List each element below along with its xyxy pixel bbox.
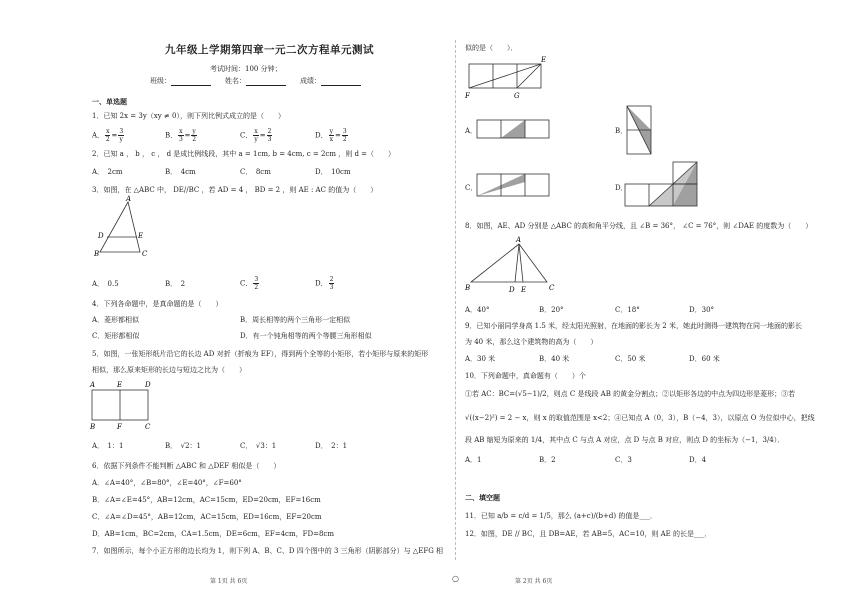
- q8-label-e: E: [521, 286, 527, 294]
- q6-option-a: A．∠A=40°，∠B=80°，∠E=40°，∠F=60°: [92, 479, 242, 487]
- q5-label-d: D: [145, 381, 151, 389]
- q7-line1: 7．如图所示，每个小正方形的边长均为 1，则下列 A、B、C、D 四个图中的 3 三角形（阴影部分）与 △EFG 相: [92, 547, 444, 555]
- q1-option-c: C． $\frac{x}{y}$ = $\frac{2}{3}$: [240, 128, 272, 143]
- q9-option-a: A．30 米: [465, 355, 496, 363]
- section-single-choice: 一、单选题: [92, 98, 127, 106]
- q6-option-b: B．∠A=∠E=45°，AB=12cm，AC=15cm，ED=20cm，EF=16cm: [92, 496, 321, 504]
- q8-option-a: A．40°: [465, 306, 490, 314]
- q8-label-c: C: [549, 284, 555, 292]
- q4-option-d: D．有一个钝角相等的两个等腰三角形相似: [240, 332, 372, 340]
- q8-option-b: B．20°: [539, 306, 564, 314]
- q7-label-e: E: [541, 56, 547, 64]
- q4-option-b: B．周长相等的两个三角形一定相似: [240, 316, 351, 324]
- q7-efg-figure: [463, 56, 558, 106]
- q7-label-g: G: [514, 92, 520, 100]
- q7-option-a: A．: [465, 127, 478, 135]
- q3-label-e: E: [138, 232, 144, 240]
- page-title: 九年级上学期第四章一元二次方程单元测试: [165, 44, 374, 56]
- footer-page-right: 第 2页 共 6页: [515, 578, 553, 585]
- q5-option-a: A． 1：1: [92, 442, 124, 450]
- q4-option-c: C．矩形都相似: [92, 332, 140, 340]
- q8-label-b: B: [465, 284, 471, 292]
- q5-label-c: C: [145, 423, 151, 431]
- q1-option-b: B． $\frac{x}{3}$ = $\frac{y}{2}$: [165, 128, 197, 143]
- q7-option-b: B．: [615, 127, 628, 135]
- q5-option-d: D． 2：1: [315, 442, 348, 450]
- q3-text: 3．如图，在 △ABC 中， DE//BC ，若 AD = 4 ， BD = 2 ，则 AE : AC 的值为（ ）: [92, 186, 378, 194]
- q7-option-d: D．: [615, 184, 628, 192]
- q1-option-a: A． $\frac{x}{2}$ = $\frac{3}{y}$: [92, 128, 124, 143]
- q10-option-b: B．2: [539, 456, 556, 464]
- q6-option-d: D．AB=1cm，BC=2cm，CA=1.5cm，DE=6cm，EF=4cm，FD=8cm: [92, 530, 334, 538]
- q10-line2: √((x−2)²) = 2 − x，则 x 的取值范围是 x<2；④已知点 A（0，3），B（−4，3），以原点 O 为位似中心，把线: [465, 414, 815, 422]
- q9-line1: 9．已知小丽同学身高 1.5 米，经太阳光照射，在地面的影长为 2 米，她此时测得一建筑物在同一地面的影长: [465, 322, 802, 330]
- q5-label-e: E: [117, 381, 123, 389]
- q8-label-a: A: [516, 236, 522, 244]
- q7-option-c: C．: [465, 184, 478, 192]
- q5-label-f: F: [117, 423, 122, 431]
- q5-label-a: A: [90, 381, 96, 389]
- score-field: 成绩：: [300, 77, 361, 86]
- section-fill-blank: 二、填空题: [465, 494, 500, 502]
- q3-option-a: A． 0.5: [92, 280, 119, 288]
- q1-text: 1．已知 2x = 3y（xy ≠ 0），则下列比例式成立的是（ ）: [92, 112, 285, 120]
- q7-option-b-figure: [625, 104, 661, 156]
- q3-label-c: C: [142, 250, 148, 258]
- q11-text: 11．已知 a/b = c/d = 1/5，那么 (a+c)/(b+d) 的值是___．: [465, 512, 657, 520]
- q10-line1: ①若 AC：BC=(√5−1)/2，则点 C 是线段 AB 的黄金分割点；②以矩形各边的中点为四边形是菱形；③若: [465, 390, 796, 398]
- q5-line1: 5．如图，一张矩形纸片沿它的长边 AD 对折（折痕为 EF），得到两个全等的小矩形，若小矩形与原来的矩形: [92, 350, 429, 358]
- q8-triangle-figure: [463, 236, 563, 294]
- q7-label-f: F: [465, 92, 470, 100]
- q12-text: 12．如图，DE // BC，且 DB=AE，若 AB=5，AC=10，则 AE 的长是___．: [465, 530, 712, 538]
- q9-option-c: C．50 米: [615, 355, 646, 363]
- q2-option-d: D． 10cm: [315, 168, 351, 176]
- q7-option-c-figure: [477, 170, 557, 200]
- q7-option-d-figure: [625, 158, 705, 210]
- binding-circle-icon: ○: [452, 574, 459, 583]
- q10-option-c: C．3: [615, 456, 632, 464]
- q2-option-b: B． 4cm: [165, 168, 196, 176]
- footer-page-left: 第 1页 共 6页: [210, 578, 248, 585]
- q3-label-a: A: [126, 195, 132, 203]
- q6-option-c: C．∠A=∠D=45°，AB=12cm，AC=15cm，ED=16cm，EF=20cm: [92, 513, 322, 521]
- q10-text: 10．下列命题中，真命题有（ ）个: [465, 372, 586, 380]
- q3-option-b: B． 2: [165, 280, 186, 288]
- q3-label-d: D: [98, 232, 104, 240]
- name-field: 姓名：: [225, 77, 286, 86]
- q10-option-a: A．1: [465, 456, 482, 464]
- q5-option-b: B． √2：1: [165, 442, 202, 450]
- q3-label-b: B: [94, 250, 100, 258]
- right-column: [455, 0, 860, 608]
- q5-label-b: B: [90, 423, 96, 431]
- q4-text: 4．下列各命题中，是真命题的是（ ）: [92, 300, 223, 308]
- q9-option-d: D．60 米: [689, 355, 720, 363]
- q9-line2: 为 40 米，那么这个建筑物的高为（ ）: [465, 338, 598, 346]
- q5-rectangle-figure: [88, 380, 158, 432]
- q3-triangle-figure: [88, 196, 158, 258]
- q8-text: 8．如图，AE、AD 分别是 △ABC 的高和角平分线，且 ∠B = 36°， ∠C = 76°，则 ∠DAE 的度数为（ ）: [465, 222, 813, 230]
- q2-option-c: C． 8cm: [240, 168, 271, 176]
- class-field: 班级：: [150, 77, 211, 86]
- q10-option-d: D．4: [689, 456, 707, 464]
- q7-line2: 似的是（ ）．: [465, 44, 518, 52]
- q8-option-d: D．30°: [689, 306, 715, 314]
- exam-time: 考试时间：100 分钟；: [210, 65, 282, 73]
- q5-option-c: C． √3：1: [240, 442, 277, 450]
- q3-option-d: D． $\frac{2}{3}$: [315, 276, 334, 291]
- q1-option-d: D． $\frac{y}{x}$ = $\frac{3}{2}$: [315, 128, 347, 143]
- q10-line3: 段 AB 缩短为原来的 1/4，其中点 C 与点 A 对应，点 D 与点 B 对应，则点 D 的坐标为（−1，3/4）．: [465, 436, 785, 444]
- q4-option-a: A．菱形都相似: [92, 316, 140, 324]
- q6-text: 6．依据下列条件不能判断 △ABC 和 △DEF 相似是（ ）: [92, 462, 281, 470]
- q7-option-a-figure: [477, 116, 557, 146]
- q2-option-a: A． 2cm: [92, 168, 123, 176]
- q2-text: 2．已知 a ， b ， c ， d 是成比例线段，其中 a = 1cm, b = 4cm, c = 2cm ，则 d =（ ）: [92, 150, 396, 158]
- q3-option-c: C． $\frac{3}{2}$: [240, 276, 259, 291]
- q5-line2: 相似，那么原来矩形的长边与短边之比为（ ）: [92, 366, 246, 374]
- q8-option-c: C．18°: [615, 306, 640, 314]
- q9-option-b: B．40 米: [539, 355, 570, 363]
- q8-label-d: D: [509, 286, 515, 294]
